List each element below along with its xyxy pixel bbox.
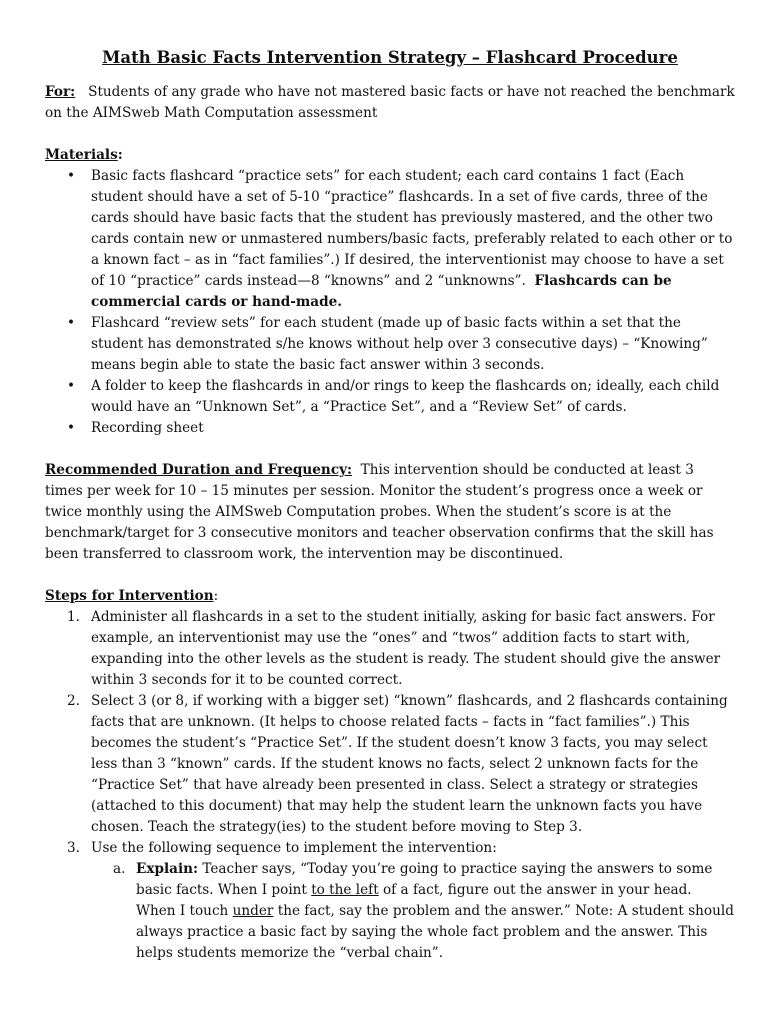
materials-item-1-bold: Flashcards can be commercial cards or hand-made. bbox=[91, 273, 672, 310]
step-number: 3. bbox=[67, 840, 80, 856]
sub-step-text-3: the fact, say the problem and the answer.” Note: A student should always practice a basic fact by saying the whole fact problem and the answer. This helps students memorize the “verbal chain”. bbox=[136, 903, 734, 961]
steps-label: Steps for Intervention bbox=[45, 588, 214, 604]
sub-step-text-2: of a fact, figure out the answer in your head. When I touch bbox=[136, 882, 692, 919]
materials-list bbox=[45, 166, 735, 439]
list-item bbox=[45, 691, 735, 838]
step-2-text: Select 3 (or 8, if working with a bigger set) “known” flashcards, and 2 flashcards containing facts that are unknown. (It helps to choose related facts – facts in “fact families”.) This becomes the student’s “Practice Set”. If the student doesn’t know 3 facts, you may select less than 3 “known” cards. If the student knows no facts, select 2 unknown facts for the “Practice Set” that have already been presented in class. Select a strategy or strategies (attached to this document) that may help the student learn the unknown facts you have chosen. Teach the strategy(ies) to the student before moving to Step 3. bbox=[91, 693, 728, 835]
list-item bbox=[45, 418, 735, 439]
steps-heading bbox=[45, 586, 735, 607]
sub-step-bold: Explain: bbox=[136, 861, 199, 877]
duration-label: Recommended Duration and Frequency: bbox=[45, 462, 353, 478]
sub-step-letter: a. bbox=[113, 861, 126, 877]
materials-heading bbox=[45, 145, 735, 166]
document-page bbox=[45, 46, 735, 964]
document-title: Math Basic Facts Intervention Strategy – Flashcard Procedure bbox=[102, 48, 678, 67]
materials-colon: : bbox=[117, 147, 123, 163]
steps-colon: : bbox=[213, 588, 219, 604]
list-item bbox=[45, 607, 735, 691]
materials-item-1-text: Basic facts flashcard “practice sets” for each student; each card contains 1 fact (Each student should have a set of 5-10 “practice” flashcards. In a set of five cards, three of the cards should have basic facts that the student has previously mastered, and the other two cards contain new or unmastered numbers/basic facts, preferably related to each other or to a known fact – as in “fact families”.) If desired, the interventionist may choose to have a set of 10 “practice” cards instead—8 “knowns” and 2 “unknowns”. bbox=[91, 168, 733, 289]
list-item bbox=[91, 859, 735, 964]
materials-item-3-text: A folder to keep the flashcards in and/or rings to keep the flashcards on; ideally, each child would have an “Unknown Set”, a “Practice Set”, and a “Review Set” of cards. bbox=[91, 378, 720, 415]
for-section bbox=[45, 82, 735, 124]
sub-step-underline-2: under bbox=[232, 903, 274, 919]
list-item bbox=[45, 376, 735, 418]
sub-step-underline-1: to the left bbox=[311, 882, 379, 898]
list-item bbox=[45, 838, 735, 964]
for-label: For: bbox=[45, 84, 76, 100]
step-1-text: Administer all flashcards in a set to the student initially, asking for basic fact answers. For example, an interventionist may use the “ones” and “twos” addition facts to start with, expanding into the other levels as the student is ready. The student should give the answer within 3 seconds for it to be counted correct. bbox=[91, 609, 721, 688]
materials-item-2-text: Flashcard “review sets” for each student (made up of basic facts within a set that the student has demonstrated s/he knows without help over 3 consecutive days) – “Knowing” means begin able to state the basic fact answer within 3 seconds. bbox=[91, 315, 708, 373]
materials-item-4-text: Recording sheet bbox=[91, 420, 204, 436]
sub-steps-list bbox=[91, 859, 735, 964]
list-item bbox=[45, 166, 735, 313]
steps-list bbox=[45, 607, 735, 964]
materials-label: Materials bbox=[45, 147, 118, 163]
duration-section bbox=[45, 460, 735, 565]
duration-text: This intervention should be conducted at least 3 times per week for 10 – 15 minutes per session. Monitor the student’s progress once a week or twice monthly using the AIMSweb Computation probes. When the student’s score is at the benchmark/target for 3 consecutive monitors and teacher observation confirms that the skill has been transferred to classroom work, the intervention may be discontinued. bbox=[45, 462, 714, 562]
list-item bbox=[45, 313, 735, 376]
step-3-text: Use the following sequence to implement the intervention: bbox=[91, 840, 497, 856]
for-text: Students of any grade who have not mastered basic facts or have not reached the benchmark on the AIMSweb Math Computation assessment bbox=[45, 84, 735, 121]
sub-step-text-1: Teacher says, “Today you’re going to practice saying the answers to some basic facts. When I point bbox=[136, 861, 713, 898]
step-number: 1. bbox=[67, 609, 80, 625]
step-number: 2. bbox=[67, 693, 80, 709]
